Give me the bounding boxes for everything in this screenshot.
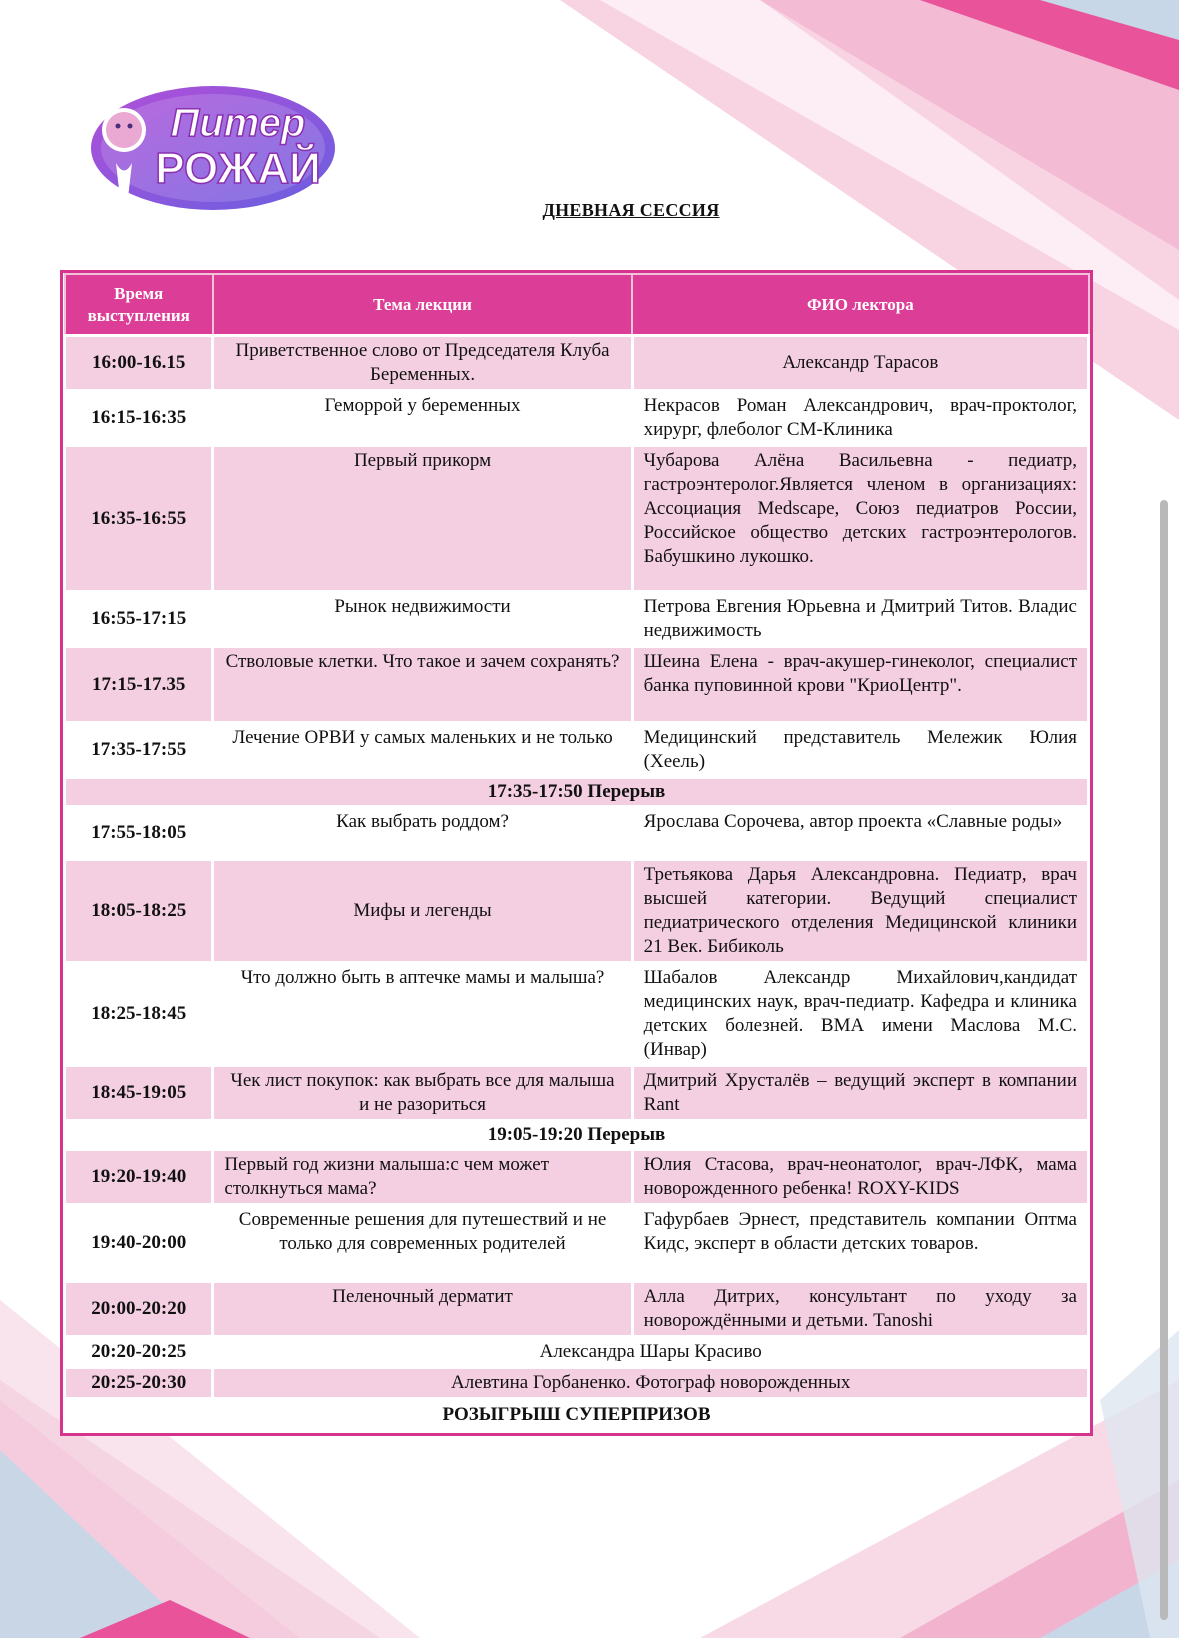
- row-lecturer: Шеина Елена - врач-акушер-гинеколог, специалист банка пуповинной крови "КриоЦентр".: [632, 647, 1088, 723]
- row-time: 16:00-16.15: [65, 336, 213, 391]
- scrollbar[interactable]: [1160, 500, 1168, 1620]
- row-lecturer: Дмитрий Хрусталёв – ведущий эксперт в компании Rant: [632, 1066, 1088, 1121]
- final-label: РОЗЫГРЫШ СУПЕРПРИЗОВ: [65, 1399, 1089, 1432]
- table-row: [65, 963, 1089, 1066]
- row-topic: Пеленочный дерматит: [213, 1282, 632, 1337]
- row-topic: Чек лист покупок: как выбрать все для малыша и не разориться: [213, 1066, 632, 1121]
- row-topic: Что должно быть в аптечке мамы и малыша?: [213, 963, 632, 1066]
- row-topic: Мифы и легенды: [213, 860, 632, 963]
- table-row: [65, 807, 1089, 860]
- row-topic: Геморрой у беременных: [213, 391, 632, 446]
- table-row: [65, 1150, 1089, 1205]
- row-lecturer: Медицинский представитель Мележик Юлия (Хеель): [632, 723, 1088, 778]
- row-text: Алевтина Горбаненко. Фотограф новорожденных: [213, 1368, 1089, 1399]
- table-row: [65, 1368, 1089, 1399]
- row-time: 20:20-20:25: [65, 1337, 213, 1368]
- row-topic: Рынок недвижимости: [213, 592, 632, 647]
- row-time: 17:15-17.35: [65, 647, 213, 723]
- row-time: 17:35-17:55: [65, 723, 213, 778]
- table-row: [65, 647, 1089, 723]
- logo-line1: Питер: [170, 101, 306, 145]
- page-title: ДНЕВНАЯ СЕССИЯ: [542, 200, 720, 220]
- row-topic: Приветственное слово от Председателя Клуба Беременных.: [213, 336, 632, 391]
- table-row: [65, 1205, 1089, 1282]
- table-row: [65, 860, 1089, 963]
- break-label: 17:35-17:50 Перерыв: [65, 778, 1089, 807]
- row-time: 18:05-18:25: [65, 860, 213, 963]
- row-time: 16:35-16:55: [65, 446, 213, 592]
- row-lecturer: Третьякова Дарья Александровна. Педиатр, врач высшей категории. Ведущий специалист педиатрического отделения Медицинской клиники 21 Век. Бибиколь: [632, 860, 1088, 963]
- table-row: [65, 336, 1089, 391]
- row-lecturer: Ярослава Сорочева, автор проекта «Славные роды»: [632, 807, 1088, 860]
- row-topic: Первый прикорм: [213, 446, 632, 592]
- row-lecturer: Юлия Стасова, врач-неонатолог, врач-ЛФК, мама новорожденного ребенка! ROXY-KIDS: [632, 1150, 1088, 1205]
- table-row: [65, 446, 1089, 592]
- header-time: Время выступления: [65, 274, 213, 336]
- row-time: 20:00-20:20: [65, 1282, 213, 1337]
- row-time: 19:40-20:00: [65, 1205, 213, 1282]
- row-topic: Как выбрать роддом?: [213, 807, 632, 860]
- logo: [88, 68, 338, 218]
- final-row: [65, 1399, 1089, 1432]
- row-time: 20:25-20:30: [65, 1368, 213, 1399]
- row-lecturer: Чубарова Алёна Васильевна - педиатр, гастроэнтеролог.Является членом в организациях: Ассоциация Medscape, Союз педиатров России, Российское общество детских гастроэнтерологов. Бабушкино лукошко.: [632, 446, 1088, 592]
- row-time: 16:15-16:35: [65, 391, 213, 446]
- header-topic: Тема лекции: [213, 274, 632, 336]
- table-header: [65, 274, 1089, 336]
- row-text: Александра Шары Красиво: [213, 1337, 1089, 1368]
- row-time: 17:55-18:05: [65, 807, 213, 860]
- table-row: [65, 592, 1089, 647]
- break-label: 19:05-19:20 Перерыв: [65, 1121, 1089, 1150]
- row-topic: Стволовые клетки. Что такое и зачем сохранять?: [213, 647, 632, 723]
- row-time: 18:25-18:45: [65, 963, 213, 1066]
- row-lecturer: Александр Тарасов: [632, 336, 1088, 391]
- header-lecturer: ФИО лектора: [632, 274, 1088, 336]
- row-lecturer: Некрасов Роман Александрович, врач-проктолог, хирург, флеболог СМ-Клиника: [632, 391, 1088, 446]
- row-lecturer: Петрова Евгения Юрьевна и Дмитрий Титов. Владис недвижимость: [632, 592, 1088, 647]
- table-row: [65, 1337, 1089, 1368]
- break-row: [65, 778, 1089, 807]
- row-time: 19:20-19:40: [65, 1150, 213, 1205]
- table-row: [65, 1066, 1089, 1121]
- row-time: 18:45-19:05: [65, 1066, 213, 1121]
- logo-line2: РОЖАЙ: [155, 144, 321, 193]
- row-time: 16:55-17:15: [65, 592, 213, 647]
- schedule-table: [60, 270, 1093, 1436]
- row-lecturer: Шабалов Александр Михайлович,кандидат медицинских наук, врач-педиатр. Кафедра и клиника детских болезней. ВМА имени Маслова М.С. (Инвар): [632, 963, 1088, 1066]
- row-lecturer: Алла Дитрих, консультант по уходу за новорождёнными и детьми. Tanoshi: [632, 1282, 1088, 1337]
- row-lecturer: Гафурбаев Эрнест, представитель компании Оптма Кидс, эксперт в области детских товаров.: [632, 1205, 1088, 1282]
- table-row: [65, 723, 1089, 778]
- row-topic: Современные решения для путешествий и не только для современных родителей: [213, 1205, 632, 1282]
- row-topic: Первый год жизни малыша:с чем может столкнуться мама?: [213, 1150, 632, 1205]
- table-row: [65, 1282, 1089, 1337]
- row-topic: Лечение ОРВИ у самых маленьких и не только: [213, 723, 632, 778]
- table-row: [65, 391, 1089, 446]
- break-row: [65, 1121, 1089, 1150]
